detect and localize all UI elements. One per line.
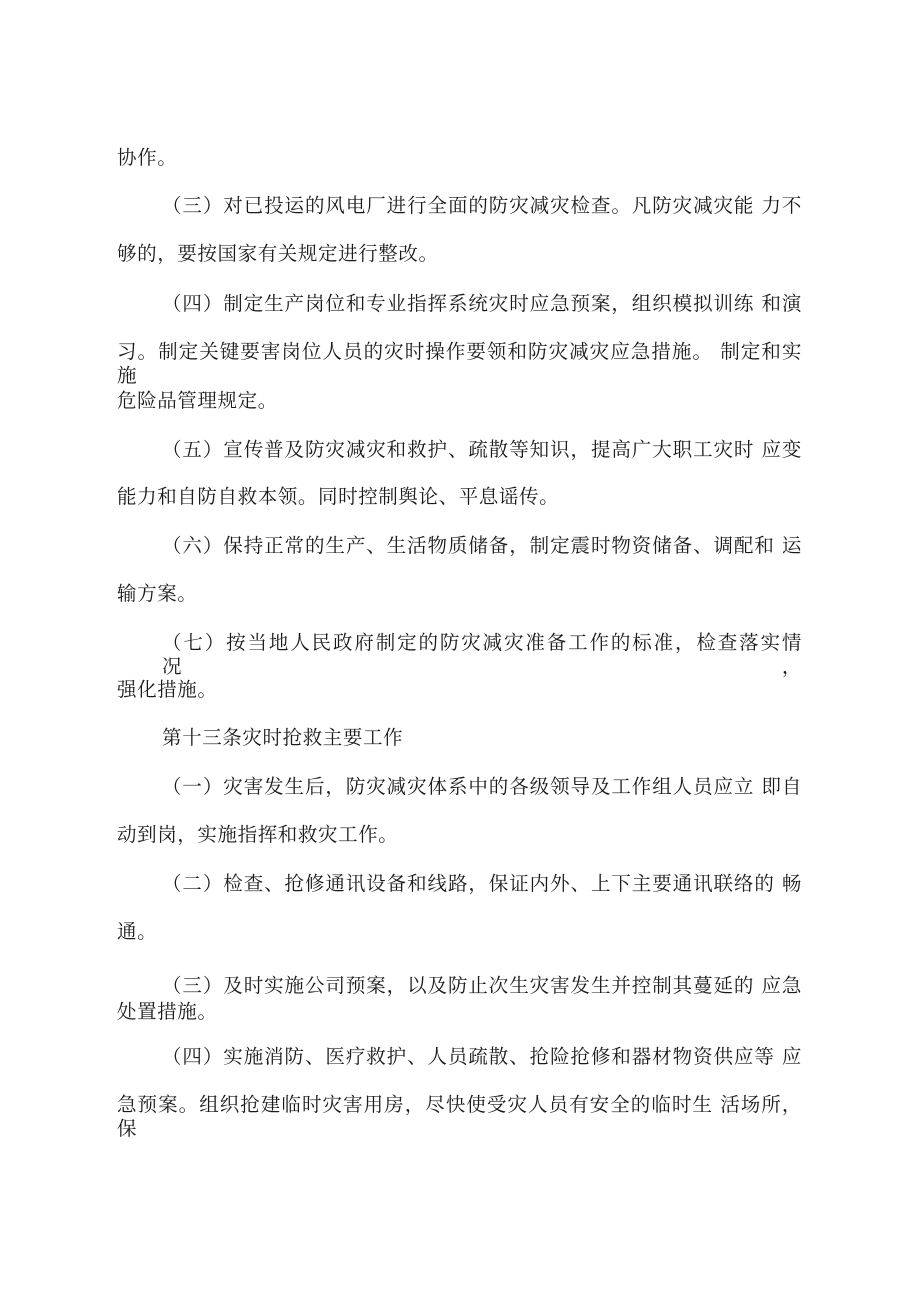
text-line: 处置措施。 <box>117 1000 218 1023</box>
text-line: 通。 <box>117 920 158 943</box>
text-line: 危险品管理规定。 <box>117 389 278 412</box>
paragraph-line: （三）及时实施公司预案，以及防止次生灾害发生并控制其蔓延的 应急 <box>162 974 802 997</box>
text-line: 急预案。组织抢建临时灾害用房，尽快使受灾人员有安全的临时生 活场所，保 <box>117 1093 802 1140</box>
paragraph-line: （三）对已投运的风电厂进行全面的防灾减灾检查。凡防灾减灾能 力不 <box>162 194 802 217</box>
paragraph-line: （七）按当地人民政府制定的防灾减灾准备工作的标准，检查落实情 况， <box>162 631 802 678</box>
section-heading: 第十三条灾时抢救主要工作 <box>162 726 404 749</box>
paragraph-line: （五）宣传普及防灾减灾和救护、疏散等知识，提高广大职工灾时 应变 <box>162 438 802 461</box>
text-line: 动到岗，实施指挥和救灾工作。 <box>117 823 399 846</box>
text-line: 能力和自防自救本领。同时控制舆论、平息谣传。 <box>117 485 560 508</box>
paragraph-line: （一）灾害发生后，防灾减灾体系中的各级领导及工作组人员应立 即自 <box>162 775 802 798</box>
text-line: 习。制定关键要害岗位人员的灾时操作要领和防灾减灾应急措施。 制定和实施 <box>117 340 802 387</box>
paragraph-line: （四）制定生产岗位和专业指挥系统灾时应急预案，组织模拟训练 和演 <box>162 292 802 315</box>
text-line: 协作。 <box>117 146 178 169</box>
text-line: 输方案。 <box>117 582 198 605</box>
text-line: 够的，要按国家有关规定进行整改。 <box>117 242 439 265</box>
paragraph-line: （六）保持正常的生产、生活物质储备，制定震时物资储备、调配和 运 <box>162 534 802 557</box>
paragraph-line: （二）检查、抢修通讯设备和线路，保证内外、上下主要通讯联络的 畅 <box>162 872 802 895</box>
paragraph-line: （四）实施消防、医疗救护、人员疏散、抢险抢修和器材物资供应等 应 <box>162 1045 802 1068</box>
text-line: 强化措施。 <box>117 678 218 701</box>
